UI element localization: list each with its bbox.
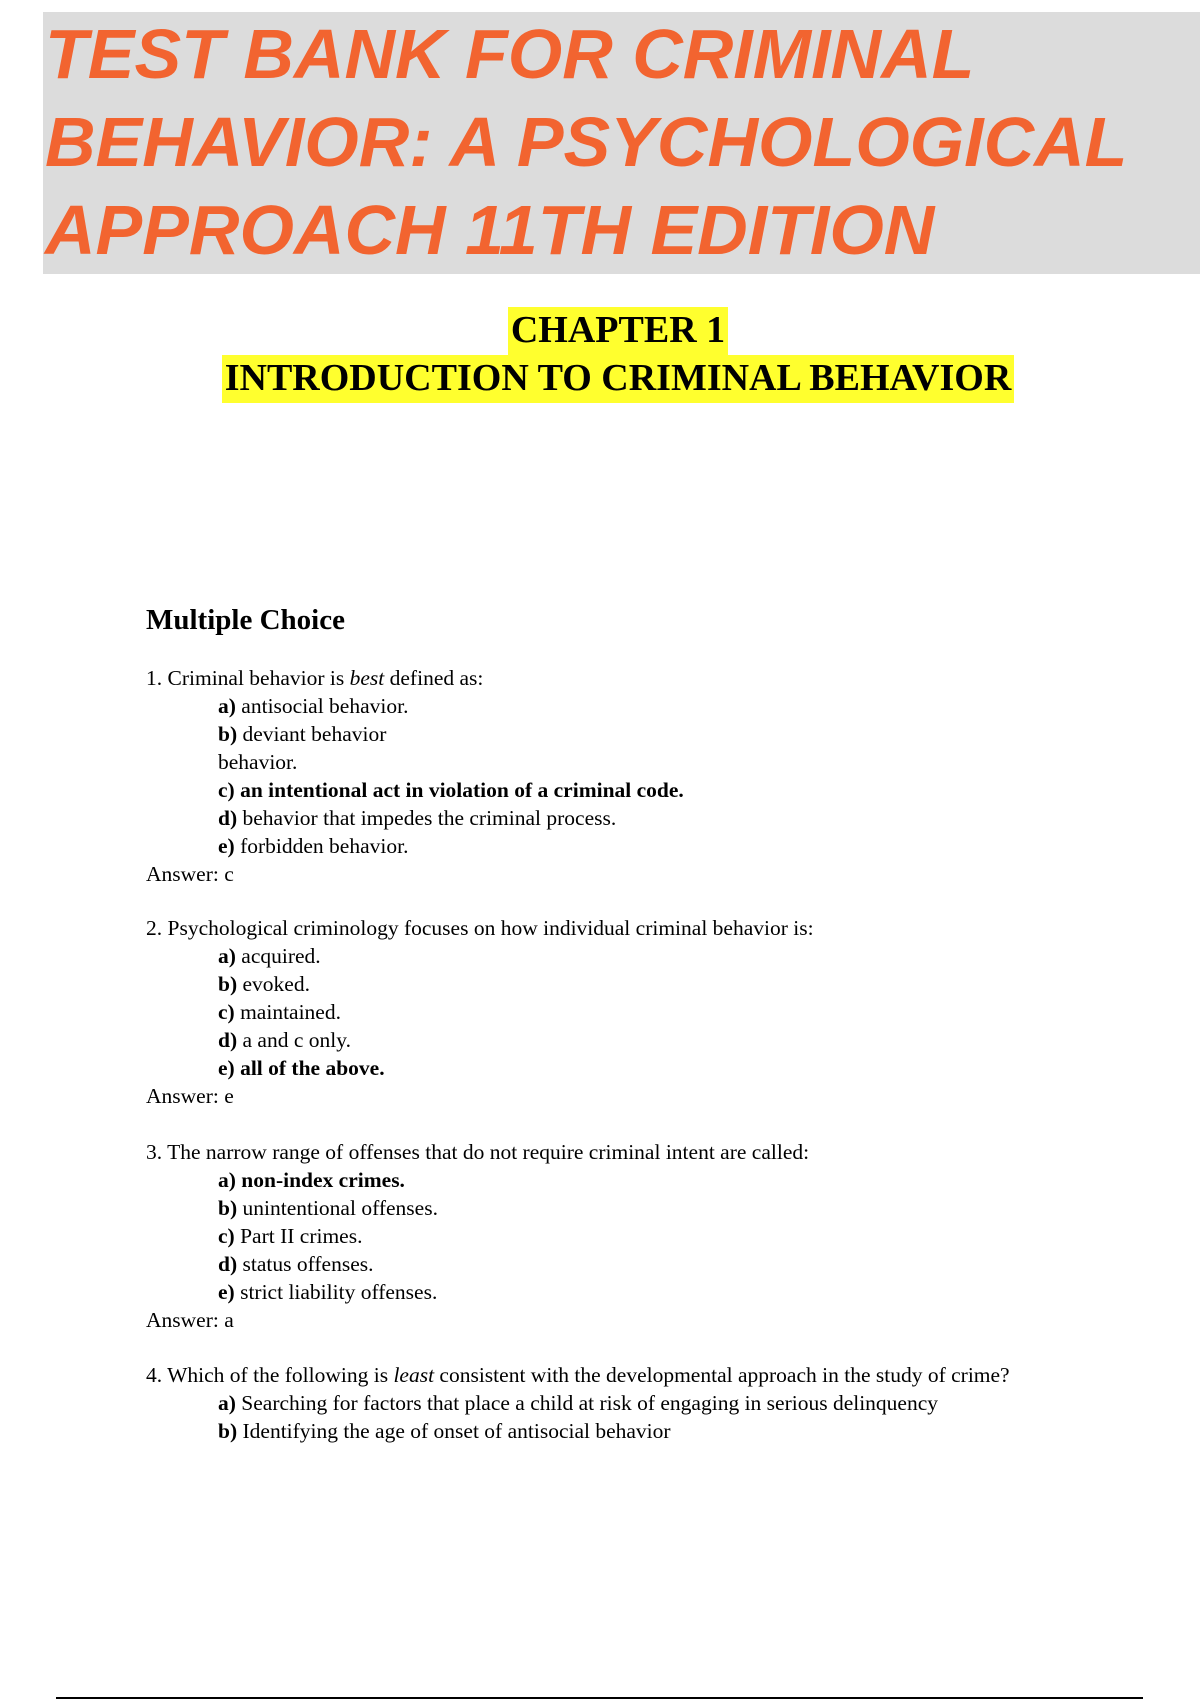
option-b xyxy=(218,720,1066,748)
question-2 xyxy=(146,914,1066,1110)
answer-key: Answer: c xyxy=(146,862,234,886)
option-letter: a) xyxy=(218,694,236,718)
question-4 xyxy=(146,1361,1066,1445)
question-text: Criminal behavior is xyxy=(167,666,350,690)
option-text: unintentional offenses. xyxy=(237,1196,438,1220)
question-4-stem xyxy=(146,1361,1066,1389)
question-number: 2. xyxy=(146,916,163,940)
option-c xyxy=(218,1222,1066,1250)
question-text-end: consistent with the developmental approach in the study of crime? xyxy=(434,1363,1010,1387)
option-text: maintained. xyxy=(234,1000,341,1024)
question-1 xyxy=(146,664,1066,888)
option-text: a and c only. xyxy=(237,1028,351,1052)
option-text: behavior that impedes the criminal process. xyxy=(237,806,617,830)
option-a xyxy=(218,692,1066,720)
option-letter: e) xyxy=(218,1280,235,1304)
question-emphasis: best xyxy=(349,666,385,690)
option-b xyxy=(218,970,1066,998)
option-text: forbidden behavior. xyxy=(234,834,409,858)
answer-options xyxy=(146,942,1066,1082)
option-b xyxy=(218,1194,1066,1222)
option-letter: c) xyxy=(218,778,235,802)
question-text: The narrow range of offenses that do not require criminal intent are called: xyxy=(167,1140,810,1164)
option-b-continued xyxy=(218,748,1066,776)
answer-key: Answer: e xyxy=(146,1084,234,1108)
question-2-stem xyxy=(146,914,1066,942)
option-d xyxy=(218,1250,1066,1278)
option-a xyxy=(218,942,1066,970)
option-text: Identifying the age of onset of antisocial behavior xyxy=(237,1419,671,1443)
option-e xyxy=(218,1278,1066,1306)
option-letter: b) xyxy=(218,972,238,996)
document-title xyxy=(45,10,1195,274)
option-text: acquired. xyxy=(235,944,321,968)
question-3-stem xyxy=(146,1138,1066,1166)
document-title-line-1: TEST BANK FOR CRIMINAL xyxy=(45,15,975,93)
option-text: non-index crimes. xyxy=(235,1168,405,1192)
question-number: 1. xyxy=(146,666,163,690)
option-b xyxy=(218,1417,1066,1445)
answer-options xyxy=(146,1166,1066,1306)
question-number: 4. xyxy=(146,1363,163,1387)
chapter-number: CHAPTER 1 xyxy=(508,307,728,355)
section-heading: Multiple Choice xyxy=(146,604,345,636)
option-text: evoked. xyxy=(237,972,310,996)
option-letter: c) xyxy=(218,1224,235,1248)
option-letter: b) xyxy=(218,1196,238,1220)
option-letter: d) xyxy=(218,1028,238,1052)
option-text: Part II crimes. xyxy=(234,1224,363,1248)
option-letter: e) xyxy=(218,1056,235,1080)
option-letter: d) xyxy=(218,806,238,830)
option-letter: a) xyxy=(218,1391,236,1415)
option-d xyxy=(218,1026,1066,1054)
option-c xyxy=(218,998,1066,1026)
chapter-heading xyxy=(0,306,1200,402)
question-1-stem xyxy=(146,664,1066,692)
option-a xyxy=(218,1389,1066,1417)
question-text-end: defined as: xyxy=(384,666,484,690)
option-text: all of the above. xyxy=(234,1056,385,1080)
option-letter: d) xyxy=(218,1252,238,1276)
question-3 xyxy=(146,1138,1066,1334)
question-text: Psychological criminology focuses on how individual criminal behavior is: xyxy=(162,916,814,940)
question-text: Which of the following is xyxy=(167,1363,394,1387)
answer-key: Answer: a xyxy=(146,1308,234,1332)
footer-rule xyxy=(56,1697,1143,1699)
option-text: strict liability offenses. xyxy=(234,1280,438,1304)
answer-options xyxy=(146,1389,1066,1445)
option-text: antisocial behavior. xyxy=(235,694,409,718)
document-title-line-3: APPROACH 11TH EDITION xyxy=(45,191,935,269)
option-text: status offenses. xyxy=(237,1252,374,1276)
option-text: deviant behavior xyxy=(237,722,387,746)
question-number: 3. xyxy=(146,1140,163,1164)
option-letter: c) xyxy=(218,1000,235,1024)
question-emphasis: least xyxy=(393,1363,435,1387)
option-e xyxy=(218,832,1066,860)
answer-options xyxy=(146,692,1066,860)
option-letter: b) xyxy=(218,722,238,746)
option-text: behavior. xyxy=(218,750,298,774)
document-title-line-2: BEHAVIOR: A PSYCHOLOGICAL xyxy=(45,103,1128,181)
option-text: an intentional act in violation of a criminal code. xyxy=(234,778,684,802)
option-letter: e) xyxy=(218,834,235,858)
option-letter: b) xyxy=(218,1419,238,1443)
option-letter: a) xyxy=(218,944,236,968)
option-d xyxy=(218,804,1066,832)
option-e xyxy=(218,1054,1066,1082)
chapter-title: INTRODUCTION TO CRIMINAL BEHAVIOR xyxy=(222,355,1015,403)
option-c xyxy=(218,776,1066,804)
option-text: Searching for factors that place a child at risk of engaging in serious delinquency xyxy=(235,1391,939,1415)
option-letter: a) xyxy=(218,1168,236,1192)
option-a xyxy=(218,1166,1066,1194)
